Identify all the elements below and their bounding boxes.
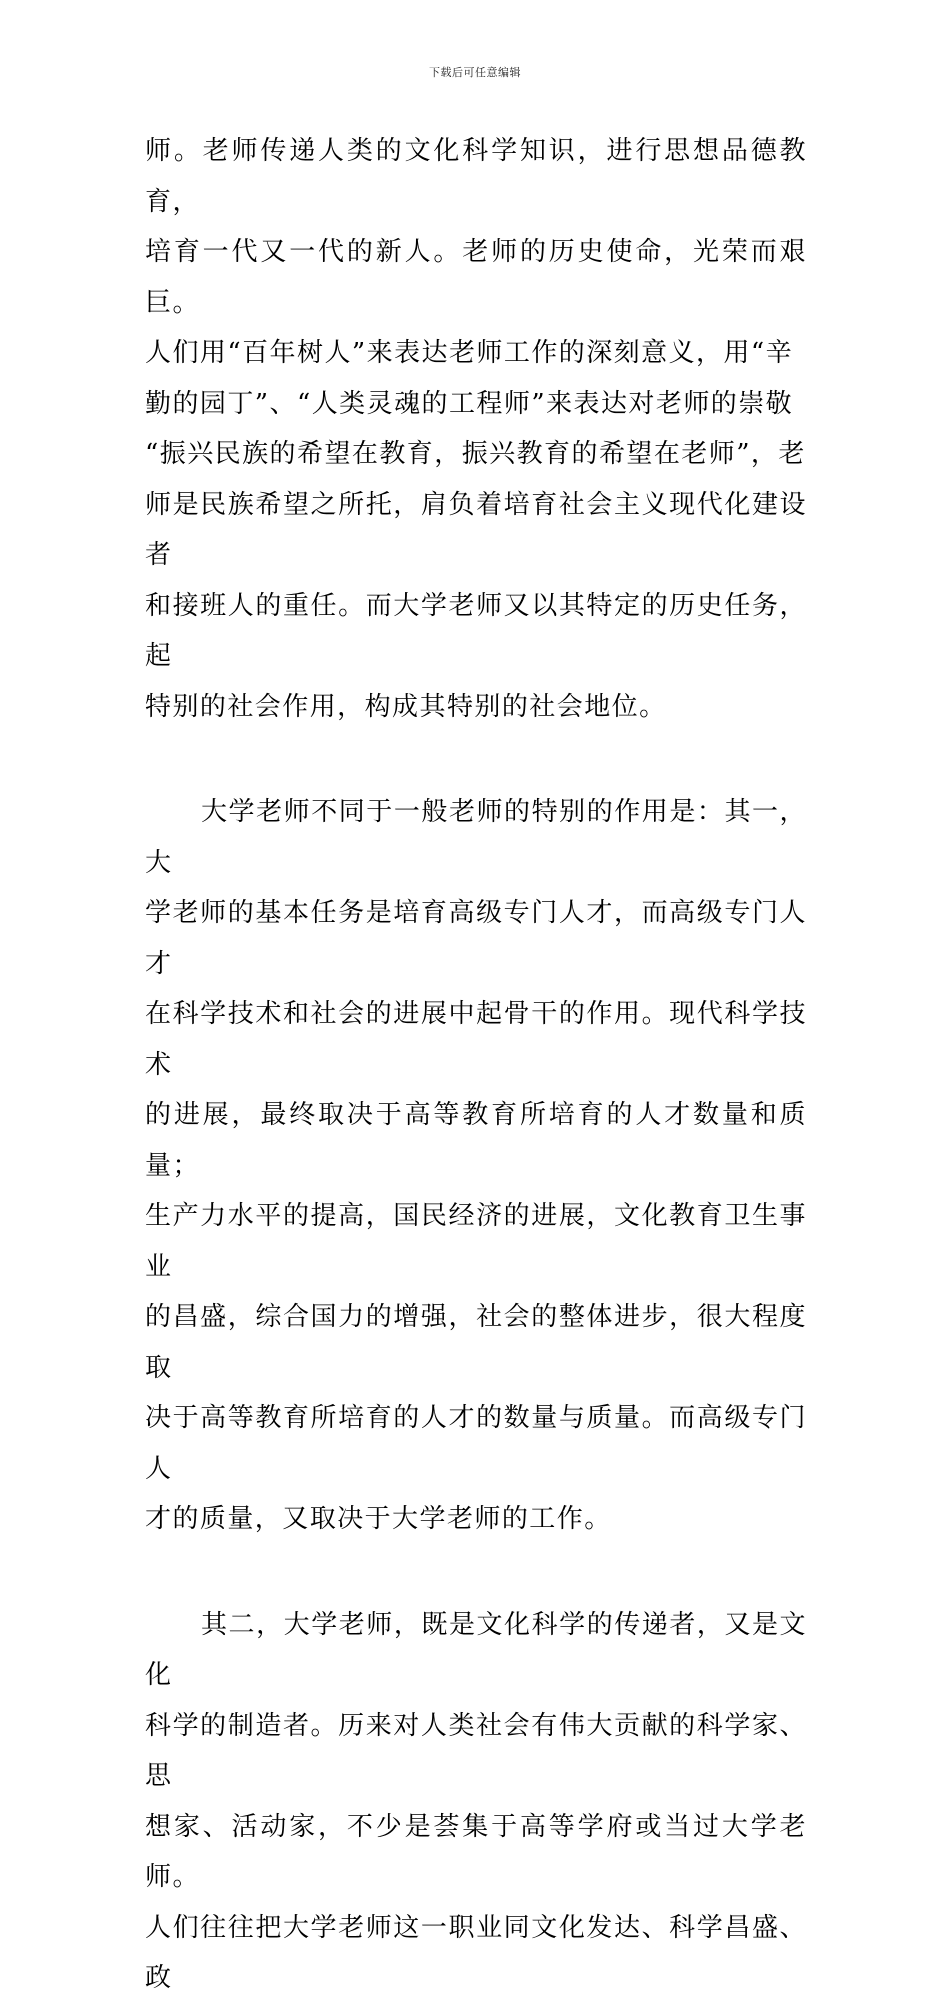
- paragraph-2: [145, 787, 807, 1545]
- paragraph-spacer: [145, 1545, 807, 1600]
- text-line: 在科学技术和社会的进展中起骨干的作用。现代科学技术: [145, 999, 807, 1080]
- text-line: 其二，大学老师，既是文化科学的传递者，又是文化: [145, 1609, 807, 1690]
- text-line: 师是民族希望之所托，肩负着培育社会主义现代化建设者: [145, 489, 807, 570]
- text-line: 人们往往把大学老师这一职业同文化发达、科学昌盛、政: [145, 1912, 807, 1993]
- text-line: 勤的园丁”、“人类灵魂的工程师”来表达对老师的崇敬: [145, 388, 794, 419]
- text-line: 学老师的基本任务是培育高级专门人才，而高级专门人才: [145, 898, 807, 979]
- paragraph-spacer: [145, 732, 807, 787]
- text-line: 的进展，最终取决于高等教育所培育的人才数量和质量；: [145, 1100, 807, 1181]
- text-line: 大学老师不同于一般老师的特别的作用是：其一，大: [145, 797, 807, 878]
- text-line: 培育一代又一代的新人。老师的历史使命，光荣而艰巨。: [145, 237, 807, 318]
- text-line: 师。老师传递人类的文化科学知识，进行思想品德教育，: [145, 136, 807, 217]
- text-line: 的昌盛，综合国力的增强，社会的整体进步，很大程度取: [145, 1302, 807, 1383]
- document-body: [145, 126, 807, 2004]
- text-line: 和接班人的重任。而大学老师又以其特定的历史任务，起: [145, 590, 807, 671]
- text-line: 特别的社会作用，构成其特别的社会地位。: [145, 691, 667, 722]
- text-line: 才的质量，又取决于大学老师的工作。: [145, 1504, 612, 1534]
- text-line: “振兴民族的希望在教育，振兴教育的希望在老师”，老: [145, 439, 806, 469]
- text-line: 想家、活动家，不少是荟集于高等学府或当过大学老师。: [145, 1811, 807, 1892]
- text-line: 人们用“百年树人”来表达老师工作的深刻意义，用“辛: [145, 338, 794, 368]
- text-line: 生产力水平的提高，国民经济的进展，文化教育卫生事业: [145, 1201, 807, 1282]
- text-line: 决于高等教育所培育的人才的数量与质量。而高级专门人: [145, 1403, 807, 1484]
- paragraph-1: [145, 126, 807, 732]
- paragraph-3: [145, 1600, 807, 2004]
- page-header: 下载后可任意编辑: [429, 66, 521, 79]
- text-line: 科学的制造者。历来对人类社会有伟大贡献的科学家、思: [145, 1710, 807, 1791]
